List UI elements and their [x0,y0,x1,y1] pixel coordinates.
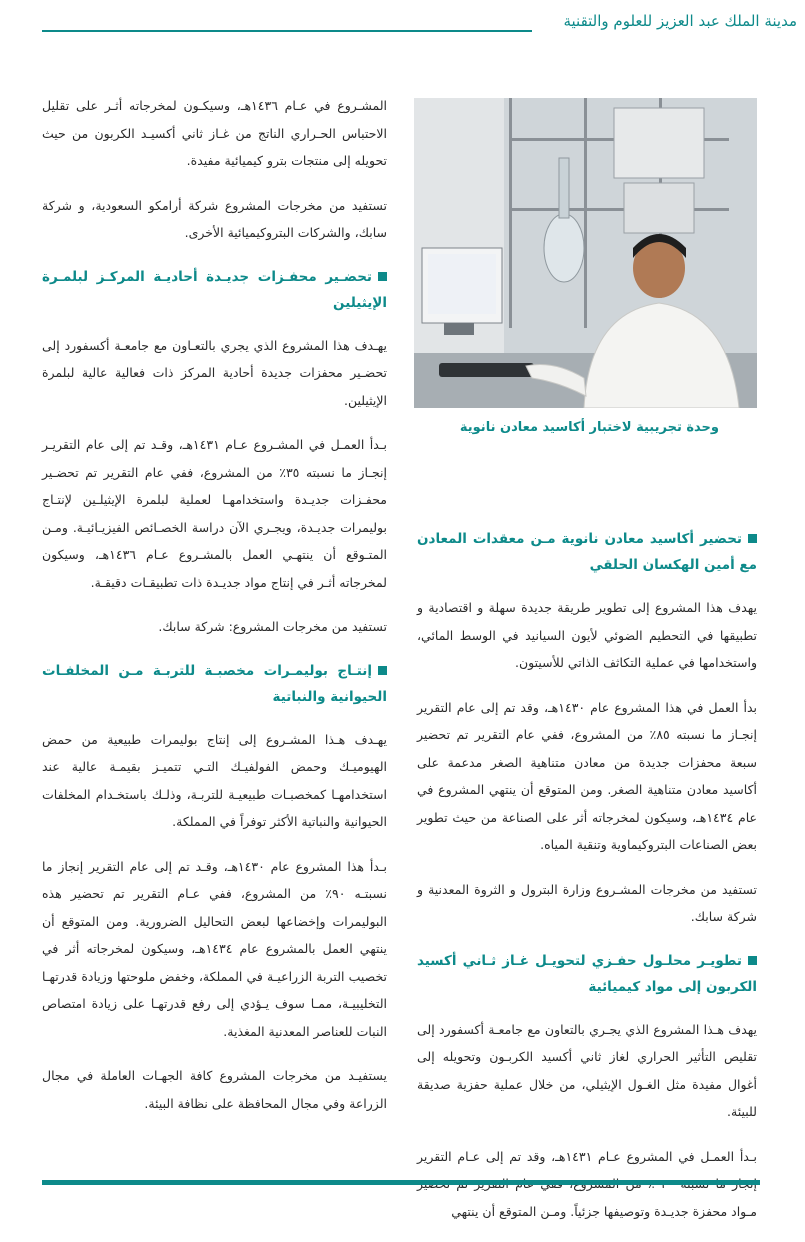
paragraph: يهـدف هـذا المشـروع إلى إنتاج بوليمرات طبيعية من حمض الهيوميـك وحمض الفولفيـك التـي تتميـز بقيمـة عالية عند استخدامهـا كمخصبـات طبيعيـة للتربـة، وذلـك باستخـدام المخلفات الحيوانية والنباتية الأكثر توفراً في المملكة. [42,731,387,829]
section-heading: إنتـاج بوليمـرات مخصبـة للتربـة مـن المخلفـات الحيوانية والنباتية [42,662,387,705]
paragraph: بـدأ العمـل في المشروع عـام ١٤٣١هـ، وقد تم إلى عـام التقرير مـواد محفزة جديـدة وتوصيفها جزئياً. ومـن المتوقع أن ينتهي [417,1148,758,1219]
paragraph: يهـدف هذا المشروع الذي يجري بالتعـاون مع جامعـة أكسفورد إلى تحضـير محفزات جديدة أحادية المركز ذات فعالية عالية لبلمرة الإيثيلين. [42,337,387,408]
lab-scene-illustration [414,98,757,408]
square-bullet-icon [748,956,757,965]
paragraph: بـدأ هذا المشروع عام ١٤٣٠هـ، وقـد تم إلى عام التقرير إنجاز ما نسبتـه ٩٠٪ من المشروع، ففي عـام التقرير تم تحضير هذه البوليمرات وإخضاعها لبعض التحاليل الضرورية. ومن المتوقع أن ينتهي العمل بالمشروع عام ١٤٣٤هـ، وسيكون لمخرجاته أثر في تخصيب التربة الزراعيـة في المملكة، وخفض ملوحتها وزيادة قدرتهـا التخليبيـة، ممـا سوف يـؤدي إلى رفع قدرتهـا على زيادة امتصاص النبات للعناصر المعدنية المغذية. [42,858,388,1039]
paragraph: تستفيد من مخرجات المشروع شركة أرامكو السعودية، و شركة سابك، والشركات البتروكيميائية الأخرى. [42,197,387,240]
footer-rule [42,1180,760,1185]
paragraph: تستفيد من مخرجات المشـروع وزارة البترول و الثروة المعدنية و شركة سابك. [417,881,757,924]
right-column [417,526,757,1242]
square-bullet-icon [748,534,757,543]
paragraph: تستفيد من مخرجات المشروع: شركة سابك. [158,619,387,634]
section-heading: تطويـر محلـول حفـزي لتحويـل غـاز ثـاني أكسيد الكربون إلى مواد كيميائية [417,952,757,995]
square-bullet-icon [378,666,387,675]
page-header-title: مدينة الملك عبد العزيز للعلوم والتقنية [563,12,797,30]
section-heading: تحضـير محفـزات جديـدة أحاديـة المركـز لبلمـرة الإيثيلين [42,268,387,311]
paragraph: بدأ العمل في هذا المشروع عام ١٤٣٠هـ، وقد تم إلى عام التقرير إنجـاز ما نسبته ٨٥٪ من المشروع، ففي عام التقرير تم تحضير سبعة محفزات جديدة من معادن متناهية الصغر مدعمة على أكاسيد معادن متناهية الصغر. ومن المتوقع أن ينتهي المشروع في عام ١٤٣٤هـ، وسيكون لمخرجاته أثر على الصناعة من حيث تطوير بعض الصناعات البتروكيماوية وتنقية المياه. [417,699,758,852]
square-bullet-icon [378,272,387,281]
header-rule [42,30,532,32]
section-heading: تحضير أكاسيد معادن نانوية مـن معقدات المعادن مع أمين الهكسان الحلقي [417,531,757,573]
lab-photo [414,98,757,408]
left-column [42,92,387,1134]
paragraph: يهدف هذا المشروع إلى تطوير طريقة جديدة سهلة و اقتصادية و تطبيقها في التحطيم الضوئي لأيون السيانيد في الوسط المائي، واستخدامها في عملية التكاثف الذاتي للأسيتون. [417,600,757,670]
photo-caption: وحدة تجريبية لاختبار أكاسيد معادن نانوية [459,420,719,435]
paragraph: المشـروع في عـام ١٤٣٦هـ، وسيكـون لمخرجاته أثـر على تقليل الاحتباس الحـراري الناتج من غـاز ثاني أكسيـد الكربون من حيث تحويله إلى منتجات بترو كيميائية مفيدة. [42,98,387,168]
paragraph: بـدأ العمـل في المشـروع عـام ١٤٣١هـ، وقـد تم إلى عام التقريـر إنجـاز ما نسبته ٣٥٪ من المشروع، ففي عام التقرير تم تحضـير محفـزات جديـدة واستخدامهـا لعملية لبلمرة الإيثيلـين لإنتـاج بوليمرات جديـدة، ويجـري الآن دراسة الخصـائص الفيزيـائيـة. ومـن المتـوقع أن ينتهـي العمل بالمشـروع عـام ١٤٣٦هـ، وسيكون لمخرجاته أثـر في إنتاج مواد جديـدة ذات تطبيقـات دقيقـة. [42,437,388,590]
paragraph: يستفيـد من مخرجات المشروع كافة الجهـات العاملة في مجال الزراعة وفي مجال المحافظة على نظافة البيئة. [42,1068,387,1111]
paragraph: يهدف هـذا المشروع الذي يجـري بالتعاون مع جامعـة أكسفورد إلى تقليص التأثير الحراري لغاز ثاني أكسيد الكربـون وتحويله إلى أغوال مفيدة مثل الغـول الإيثيلي، من خلال عملية حفزية صديقة للبيئة. [417,1021,757,1119]
